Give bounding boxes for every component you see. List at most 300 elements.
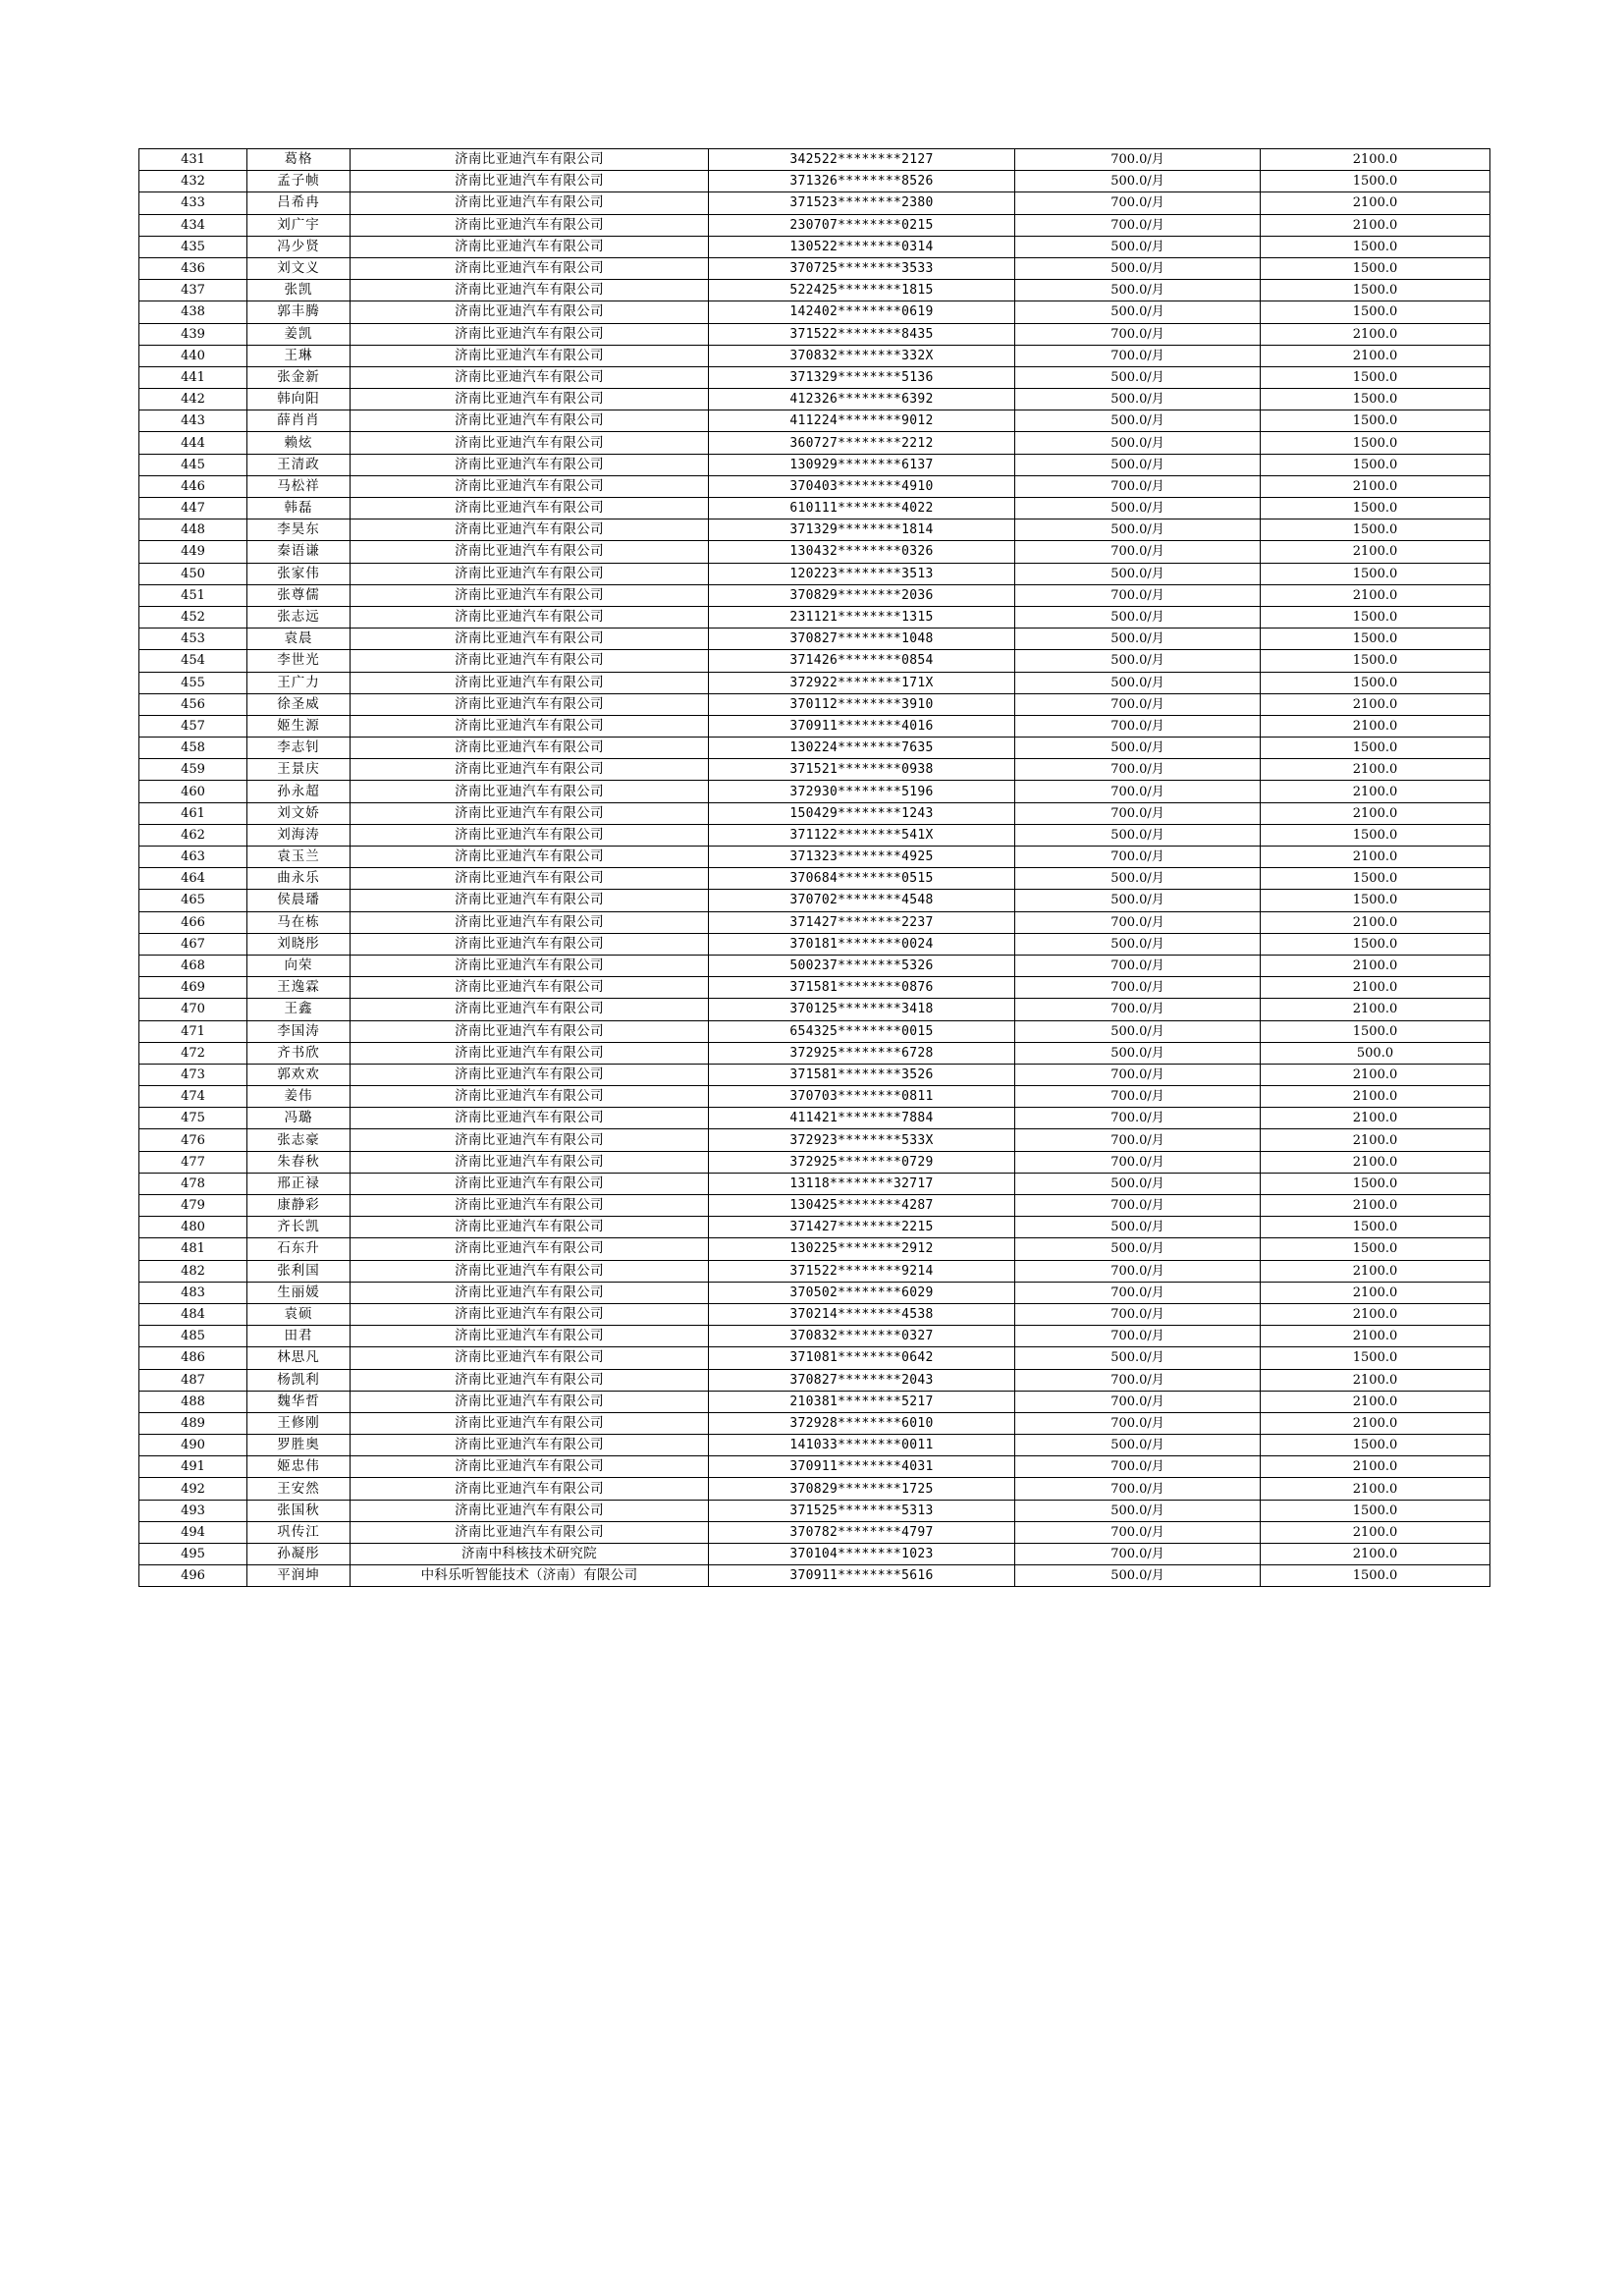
name-cell: 刘文娇 xyxy=(247,802,351,824)
table-row xyxy=(139,933,1490,955)
total-amount-cell: 1500.0 xyxy=(1261,498,1490,519)
monthly-subsidy-cell: 700.0/月 xyxy=(1015,192,1261,214)
row-number-cell: 448 xyxy=(139,519,247,541)
id-number-cell: 371122********541X xyxy=(709,824,1015,846)
company-cell: 济南比亚迪汽车有限公司 xyxy=(351,1326,709,1347)
table-row xyxy=(139,693,1490,715)
row-number-cell: 431 xyxy=(139,149,247,171)
name-cell: 刘文义 xyxy=(247,257,351,279)
company-cell: 济南比亚迪汽车有限公司 xyxy=(351,454,709,475)
table-row xyxy=(139,1565,1490,1587)
monthly-subsidy-cell: 500.0/月 xyxy=(1015,454,1261,475)
monthly-subsidy-cell: 500.0/月 xyxy=(1015,389,1261,410)
name-cell: 齐书欣 xyxy=(247,1042,351,1064)
row-number-cell: 491 xyxy=(139,1456,247,1478)
monthly-subsidy-cell: 700.0/月 xyxy=(1015,475,1261,497)
company-cell: 济南比亚迪汽车有限公司 xyxy=(351,802,709,824)
company-cell: 济南比亚迪汽车有限公司 xyxy=(351,1217,709,1238)
name-cell: 袁硕 xyxy=(247,1303,351,1325)
id-number-cell: 610111********4022 xyxy=(709,498,1015,519)
company-cell: 济南比亚迪汽车有限公司 xyxy=(351,1435,709,1456)
name-cell: 姬生源 xyxy=(247,715,351,737)
id-number-cell: 370911********5616 xyxy=(709,1565,1015,1587)
id-number-cell: 210381********5217 xyxy=(709,1391,1015,1412)
total-amount-cell: 1500.0 xyxy=(1261,868,1490,890)
total-amount-cell: 2100.0 xyxy=(1261,584,1490,606)
company-cell: 济南比亚迪汽车有限公司 xyxy=(351,1086,709,1108)
name-cell: 王修刚 xyxy=(247,1412,351,1434)
monthly-subsidy-cell: 500.0/月 xyxy=(1015,257,1261,279)
company-cell: 济南比亚迪汽车有限公司 xyxy=(351,149,709,171)
monthly-subsidy-cell: 700.0/月 xyxy=(1015,1326,1261,1347)
table-row xyxy=(139,541,1490,563)
id-number-cell: 370125********3418 xyxy=(709,999,1015,1020)
monthly-subsidy-cell: 700.0/月 xyxy=(1015,1391,1261,1412)
company-cell: 济南比亚迪汽车有限公司 xyxy=(351,977,709,999)
total-amount-cell: 1500.0 xyxy=(1261,890,1490,911)
id-number-cell: 370829********1725 xyxy=(709,1478,1015,1500)
monthly-subsidy-cell: 500.0/月 xyxy=(1015,1020,1261,1042)
company-cell: 济南比亚迪汽车有限公司 xyxy=(351,584,709,606)
total-amount-cell: 1500.0 xyxy=(1261,389,1490,410)
row-number-cell: 488 xyxy=(139,1391,247,1412)
monthly-subsidy-cell: 700.0/月 xyxy=(1015,977,1261,999)
monthly-subsidy-cell: 700.0/月 xyxy=(1015,1260,1261,1282)
id-number-cell: 360727********2212 xyxy=(709,432,1015,454)
row-number-cell: 473 xyxy=(139,1064,247,1085)
row-number-cell: 455 xyxy=(139,672,247,693)
total-amount-cell: 2100.0 xyxy=(1261,955,1490,976)
monthly-subsidy-cell: 500.0/月 xyxy=(1015,650,1261,672)
name-cell: 林思凡 xyxy=(247,1347,351,1369)
name-cell: 张志远 xyxy=(247,606,351,628)
monthly-subsidy-cell: 500.0/月 xyxy=(1015,1042,1261,1064)
id-number-cell: 370832********0327 xyxy=(709,1326,1015,1347)
name-cell: 孟子帧 xyxy=(247,171,351,192)
company-cell: 济南比亚迪汽车有限公司 xyxy=(351,1478,709,1500)
row-number-cell: 434 xyxy=(139,214,247,236)
id-number-cell: 371525********5313 xyxy=(709,1500,1015,1521)
table-row xyxy=(139,280,1490,301)
company-cell: 济南比亚迪汽车有限公司 xyxy=(351,1020,709,1042)
company-cell: 济南比亚迪汽车有限公司 xyxy=(351,280,709,301)
table-row xyxy=(139,868,1490,890)
total-amount-cell: 1500.0 xyxy=(1261,824,1490,846)
monthly-subsidy-cell: 500.0/月 xyxy=(1015,868,1261,890)
monthly-subsidy-cell: 500.0/月 xyxy=(1015,1347,1261,1369)
table-row xyxy=(139,738,1490,759)
monthly-subsidy-cell: 500.0/月 xyxy=(1015,890,1261,911)
row-number-cell: 468 xyxy=(139,955,247,976)
table-row xyxy=(139,781,1490,802)
row-number-cell: 467 xyxy=(139,933,247,955)
company-cell: 济南比亚迪汽车有限公司 xyxy=(351,715,709,737)
total-amount-cell: 2100.0 xyxy=(1261,475,1490,497)
name-cell: 刘海涛 xyxy=(247,824,351,846)
name-cell: 秦语谦 xyxy=(247,541,351,563)
row-number-cell: 445 xyxy=(139,454,247,475)
row-number-cell: 495 xyxy=(139,1544,247,1565)
company-cell: 济南比亚迪汽车有限公司 xyxy=(351,1195,709,1217)
table-row xyxy=(139,1042,1490,1064)
row-number-cell: 478 xyxy=(139,1173,247,1194)
monthly-subsidy-cell: 500.0/月 xyxy=(1015,629,1261,650)
total-amount-cell: 2100.0 xyxy=(1261,781,1490,802)
row-number-cell: 439 xyxy=(139,323,247,345)
company-cell: 济南比亚迪汽车有限公司 xyxy=(351,955,709,976)
name-cell: 姜凯 xyxy=(247,323,351,345)
monthly-subsidy-cell: 500.0/月 xyxy=(1015,498,1261,519)
id-number-cell: 522425********1815 xyxy=(709,280,1015,301)
table-row xyxy=(139,1326,1490,1347)
company-cell: 济南比亚迪汽车有限公司 xyxy=(351,847,709,868)
table-row xyxy=(139,1020,1490,1042)
table-row xyxy=(139,672,1490,693)
total-amount-cell: 2100.0 xyxy=(1261,149,1490,171)
id-number-cell: 370782********4797 xyxy=(709,1521,1015,1543)
company-cell: 济南比亚迪汽车有限公司 xyxy=(351,236,709,257)
row-number-cell: 475 xyxy=(139,1108,247,1129)
id-number-cell: 372925********6728 xyxy=(709,1042,1015,1064)
id-number-cell: 371523********2380 xyxy=(709,192,1015,214)
table-row xyxy=(139,498,1490,519)
company-cell: 济南比亚迪汽车有限公司 xyxy=(351,1064,709,1085)
total-amount-cell: 1500.0 xyxy=(1261,1020,1490,1042)
company-cell: 济南比亚迪汽车有限公司 xyxy=(351,389,709,410)
row-number-cell: 460 xyxy=(139,781,247,802)
total-amount-cell: 1500.0 xyxy=(1261,1565,1490,1587)
monthly-subsidy-cell: 700.0/月 xyxy=(1015,1412,1261,1434)
id-number-cell: 142402********0619 xyxy=(709,301,1015,323)
table-row xyxy=(139,1086,1490,1108)
row-number-cell: 441 xyxy=(139,366,247,388)
company-cell: 济南比亚迪汽车有限公司 xyxy=(351,563,709,584)
id-number-cell: 370911********4031 xyxy=(709,1456,1015,1478)
name-cell: 姜伟 xyxy=(247,1086,351,1108)
name-cell: 侯晨璠 xyxy=(247,890,351,911)
company-cell: 济南比亚迪汽车有限公司 xyxy=(351,1347,709,1369)
total-amount-cell: 2100.0 xyxy=(1261,1086,1490,1108)
total-amount-cell: 2100.0 xyxy=(1261,977,1490,999)
name-cell: 康静彩 xyxy=(247,1195,351,1217)
table-row xyxy=(139,1064,1490,1085)
monthly-subsidy-cell: 700.0/月 xyxy=(1015,999,1261,1020)
total-amount-cell: 1500.0 xyxy=(1261,301,1490,323)
row-number-cell: 449 xyxy=(139,541,247,563)
row-number-cell: 454 xyxy=(139,650,247,672)
id-number-cell: 411224********9012 xyxy=(709,410,1015,432)
company-cell: 济南比亚迪汽车有限公司 xyxy=(351,1260,709,1282)
row-number-cell: 436 xyxy=(139,257,247,279)
name-cell: 薛肖肖 xyxy=(247,410,351,432)
table-row xyxy=(139,366,1490,388)
company-cell: 济南比亚迪汽车有限公司 xyxy=(351,192,709,214)
total-amount-cell: 2100.0 xyxy=(1261,1326,1490,1347)
name-cell: 李志钊 xyxy=(247,738,351,759)
table-row xyxy=(139,1500,1490,1521)
total-amount-cell: 1500.0 xyxy=(1261,519,1490,541)
total-amount-cell: 2100.0 xyxy=(1261,999,1490,1020)
name-cell: 王广力 xyxy=(247,672,351,693)
total-amount-cell: 1500.0 xyxy=(1261,672,1490,693)
row-number-cell: 474 xyxy=(139,1086,247,1108)
company-cell: 济南比亚迪汽车有限公司 xyxy=(351,606,709,628)
row-number-cell: 452 xyxy=(139,606,247,628)
name-cell: 罗胜奥 xyxy=(247,1435,351,1456)
total-amount-cell: 2100.0 xyxy=(1261,323,1490,345)
name-cell: 孙凝彤 xyxy=(247,1544,351,1565)
table-row xyxy=(139,715,1490,737)
name-cell: 韩磊 xyxy=(247,498,351,519)
company-cell: 济南比亚迪汽车有限公司 xyxy=(351,1456,709,1478)
company-cell: 济南比亚迪汽车有限公司 xyxy=(351,890,709,911)
table-row xyxy=(139,911,1490,933)
total-amount-cell: 1500.0 xyxy=(1261,1238,1490,1260)
name-cell: 李世光 xyxy=(247,650,351,672)
total-amount-cell: 2100.0 xyxy=(1261,1129,1490,1151)
name-cell: 韩向阳 xyxy=(247,389,351,410)
id-number-cell: 370725********3533 xyxy=(709,257,1015,279)
row-number-cell: 492 xyxy=(139,1478,247,1500)
monthly-subsidy-cell: 500.0/月 xyxy=(1015,606,1261,628)
company-cell: 济南比亚迪汽车有限公司 xyxy=(351,1391,709,1412)
name-cell: 马在栋 xyxy=(247,911,351,933)
total-amount-cell: 2100.0 xyxy=(1261,1260,1490,1282)
id-number-cell: 141033********0011 xyxy=(709,1435,1015,1456)
name-cell: 葛格 xyxy=(247,149,351,171)
id-number-cell: 230707********0215 xyxy=(709,214,1015,236)
total-amount-cell: 2100.0 xyxy=(1261,759,1490,781)
table-row xyxy=(139,1521,1490,1543)
row-number-cell: 486 xyxy=(139,1347,247,1369)
name-cell: 王逸霖 xyxy=(247,977,351,999)
name-cell: 袁玉兰 xyxy=(247,847,351,868)
company-cell: 济南比亚迪汽车有限公司 xyxy=(351,824,709,846)
company-cell: 济南比亚迪汽车有限公司 xyxy=(351,345,709,366)
monthly-subsidy-cell: 700.0/月 xyxy=(1015,1195,1261,1217)
id-number-cell: 371522********9214 xyxy=(709,1260,1015,1282)
company-cell: 济南比亚迪汽车有限公司 xyxy=(351,1369,709,1391)
total-amount-cell: 2100.0 xyxy=(1261,847,1490,868)
row-number-cell: 457 xyxy=(139,715,247,737)
id-number-cell: 130225********2912 xyxy=(709,1238,1015,1260)
row-number-cell: 484 xyxy=(139,1303,247,1325)
table-row xyxy=(139,1544,1490,1565)
id-number-cell: 370911********4016 xyxy=(709,715,1015,737)
id-number-cell: 372923********533X xyxy=(709,1129,1015,1151)
company-cell: 济南比亚迪汽车有限公司 xyxy=(351,650,709,672)
id-number-cell: 370703********0811 xyxy=(709,1086,1015,1108)
name-cell: 李国涛 xyxy=(247,1020,351,1042)
id-number-cell: 372928********6010 xyxy=(709,1412,1015,1434)
company-cell: 济南比亚迪汽车有限公司 xyxy=(351,1042,709,1064)
row-number-cell: 493 xyxy=(139,1500,247,1521)
id-number-cell: 370181********0024 xyxy=(709,933,1015,955)
monthly-subsidy-cell: 500.0/月 xyxy=(1015,432,1261,454)
company-cell: 济南比亚迪汽车有限公司 xyxy=(351,323,709,345)
id-number-cell: 370104********1023 xyxy=(709,1544,1015,1565)
row-number-cell: 483 xyxy=(139,1282,247,1303)
table-row xyxy=(139,149,1490,171)
total-amount-cell: 2100.0 xyxy=(1261,1521,1490,1543)
name-cell: 郭欢欢 xyxy=(247,1064,351,1085)
name-cell: 孙永超 xyxy=(247,781,351,802)
row-number-cell: 489 xyxy=(139,1412,247,1434)
row-number-cell: 482 xyxy=(139,1260,247,1282)
id-number-cell: 371521********0938 xyxy=(709,759,1015,781)
monthly-subsidy-cell: 500.0/月 xyxy=(1015,1500,1261,1521)
monthly-subsidy-cell: 500.0/月 xyxy=(1015,280,1261,301)
name-cell: 朱春秋 xyxy=(247,1151,351,1173)
table-row xyxy=(139,410,1490,432)
monthly-subsidy-cell: 700.0/月 xyxy=(1015,1521,1261,1543)
id-number-cell: 371427********2215 xyxy=(709,1217,1015,1238)
table-row xyxy=(139,454,1490,475)
name-cell: 姬忠伟 xyxy=(247,1456,351,1478)
total-amount-cell: 1500.0 xyxy=(1261,629,1490,650)
name-cell: 邢正禄 xyxy=(247,1173,351,1194)
row-number-cell: 444 xyxy=(139,432,247,454)
company-cell: 济南比亚迪汽车有限公司 xyxy=(351,1173,709,1194)
id-number-cell: 371323********4925 xyxy=(709,847,1015,868)
monthly-subsidy-cell: 700.0/月 xyxy=(1015,149,1261,171)
table-row xyxy=(139,1435,1490,1456)
name-cell: 魏华哲 xyxy=(247,1391,351,1412)
row-number-cell: 443 xyxy=(139,410,247,432)
monthly-subsidy-cell: 500.0/月 xyxy=(1015,301,1261,323)
company-cell: 济南比亚迪汽车有限公司 xyxy=(351,475,709,497)
id-number-cell: 342522********2127 xyxy=(709,149,1015,171)
company-cell: 济南比亚迪汽车有限公司 xyxy=(351,519,709,541)
total-amount-cell: 2100.0 xyxy=(1261,802,1490,824)
name-cell: 赖炫 xyxy=(247,432,351,454)
name-cell: 张利国 xyxy=(247,1260,351,1282)
table-row xyxy=(139,1412,1490,1434)
monthly-subsidy-cell: 500.0/月 xyxy=(1015,236,1261,257)
name-cell: 冯少贤 xyxy=(247,236,351,257)
table-row xyxy=(139,1108,1490,1129)
id-number-cell: 411421********7884 xyxy=(709,1108,1015,1129)
total-amount-cell: 1500.0 xyxy=(1261,1347,1490,1369)
row-number-cell: 464 xyxy=(139,868,247,890)
table-row xyxy=(139,650,1490,672)
monthly-subsidy-cell: 700.0/月 xyxy=(1015,759,1261,781)
company-cell: 济南比亚迪汽车有限公司 xyxy=(351,781,709,802)
id-number-cell: 370827********1048 xyxy=(709,629,1015,650)
table-row xyxy=(139,171,1490,192)
id-number-cell: 231121********1315 xyxy=(709,606,1015,628)
table-row xyxy=(139,977,1490,999)
table-row xyxy=(139,323,1490,345)
row-number-cell: 470 xyxy=(139,999,247,1020)
table-row xyxy=(139,1347,1490,1369)
total-amount-cell: 1500.0 xyxy=(1261,432,1490,454)
company-cell: 济南比亚迪汽车有限公司 xyxy=(351,1238,709,1260)
row-number-cell: 466 xyxy=(139,911,247,933)
id-number-cell: 370112********3910 xyxy=(709,693,1015,715)
monthly-subsidy-cell: 700.0/月 xyxy=(1015,1129,1261,1151)
row-number-cell: 490 xyxy=(139,1435,247,1456)
company-cell: 济南比亚迪汽车有限公司 xyxy=(351,672,709,693)
table-row xyxy=(139,475,1490,497)
table-row xyxy=(139,1369,1490,1391)
table-row xyxy=(139,824,1490,846)
table-row xyxy=(139,629,1490,650)
total-amount-cell: 2100.0 xyxy=(1261,345,1490,366)
id-number-cell: 130522********0314 xyxy=(709,236,1015,257)
table-body xyxy=(139,149,1490,1587)
row-number-cell: 472 xyxy=(139,1042,247,1064)
id-number-cell: 370827********2043 xyxy=(709,1369,1015,1391)
table-row xyxy=(139,345,1490,366)
company-cell: 济南比亚迪汽车有限公司 xyxy=(351,759,709,781)
total-amount-cell: 2100.0 xyxy=(1261,1064,1490,1085)
row-number-cell: 459 xyxy=(139,759,247,781)
row-number-cell: 481 xyxy=(139,1238,247,1260)
id-number-cell: 654325********0015 xyxy=(709,1020,1015,1042)
monthly-subsidy-cell: 700.0/月 xyxy=(1015,911,1261,933)
total-amount-cell: 1500.0 xyxy=(1261,1435,1490,1456)
name-cell: 张家伟 xyxy=(247,563,351,584)
company-cell: 济南比亚迪汽车有限公司 xyxy=(351,1521,709,1543)
id-number-cell: 412326********6392 xyxy=(709,389,1015,410)
name-cell: 巩传江 xyxy=(247,1521,351,1543)
row-number-cell: 438 xyxy=(139,301,247,323)
id-number-cell: 370832********332X xyxy=(709,345,1015,366)
company-cell: 济南比亚迪汽车有限公司 xyxy=(351,171,709,192)
company-cell: 济南比亚迪汽车有限公司 xyxy=(351,1129,709,1151)
row-number-cell: 432 xyxy=(139,171,247,192)
monthly-subsidy-cell: 500.0/月 xyxy=(1015,738,1261,759)
company-cell: 济南比亚迪汽车有限公司 xyxy=(351,1108,709,1129)
monthly-subsidy-cell: 700.0/月 xyxy=(1015,541,1261,563)
monthly-subsidy-cell: 500.0/月 xyxy=(1015,410,1261,432)
row-number-cell: 494 xyxy=(139,1521,247,1543)
id-number-cell: 371329********5136 xyxy=(709,366,1015,388)
company-cell: 济南比亚迪汽车有限公司 xyxy=(351,498,709,519)
total-amount-cell: 1500.0 xyxy=(1261,171,1490,192)
table-row xyxy=(139,214,1490,236)
total-amount-cell: 2100.0 xyxy=(1261,1369,1490,1391)
name-cell: 袁晨 xyxy=(247,629,351,650)
monthly-subsidy-cell: 500.0/月 xyxy=(1015,366,1261,388)
monthly-subsidy-cell: 500.0/月 xyxy=(1015,519,1261,541)
company-cell: 济南比亚迪汽车有限公司 xyxy=(351,410,709,432)
total-amount-cell: 2100.0 xyxy=(1261,1195,1490,1217)
company-cell: 济南比亚迪汽车有限公司 xyxy=(351,1500,709,1521)
total-amount-cell: 1500.0 xyxy=(1261,236,1490,257)
name-cell: 冯璐 xyxy=(247,1108,351,1129)
table-row xyxy=(139,1238,1490,1260)
table-row xyxy=(139,1129,1490,1151)
monthly-subsidy-cell: 500.0/月 xyxy=(1015,1435,1261,1456)
row-number-cell: 442 xyxy=(139,389,247,410)
monthly-subsidy-cell: 700.0/月 xyxy=(1015,1086,1261,1108)
monthly-subsidy-cell: 700.0/月 xyxy=(1015,214,1261,236)
table-row xyxy=(139,759,1490,781)
name-cell: 向荣 xyxy=(247,955,351,976)
company-cell: 中科乐听智能技术（济南）有限公司 xyxy=(351,1565,709,1587)
monthly-subsidy-cell: 500.0/月 xyxy=(1015,933,1261,955)
company-cell: 济南比亚迪汽车有限公司 xyxy=(351,629,709,650)
monthly-subsidy-cell: 700.0/月 xyxy=(1015,781,1261,802)
id-number-cell: 372930********5196 xyxy=(709,781,1015,802)
table-row xyxy=(139,1151,1490,1173)
company-cell: 济南比亚迪汽车有限公司 xyxy=(351,1303,709,1325)
name-cell: 张凯 xyxy=(247,280,351,301)
row-number-cell: 451 xyxy=(139,584,247,606)
monthly-subsidy-cell: 700.0/月 xyxy=(1015,1369,1261,1391)
